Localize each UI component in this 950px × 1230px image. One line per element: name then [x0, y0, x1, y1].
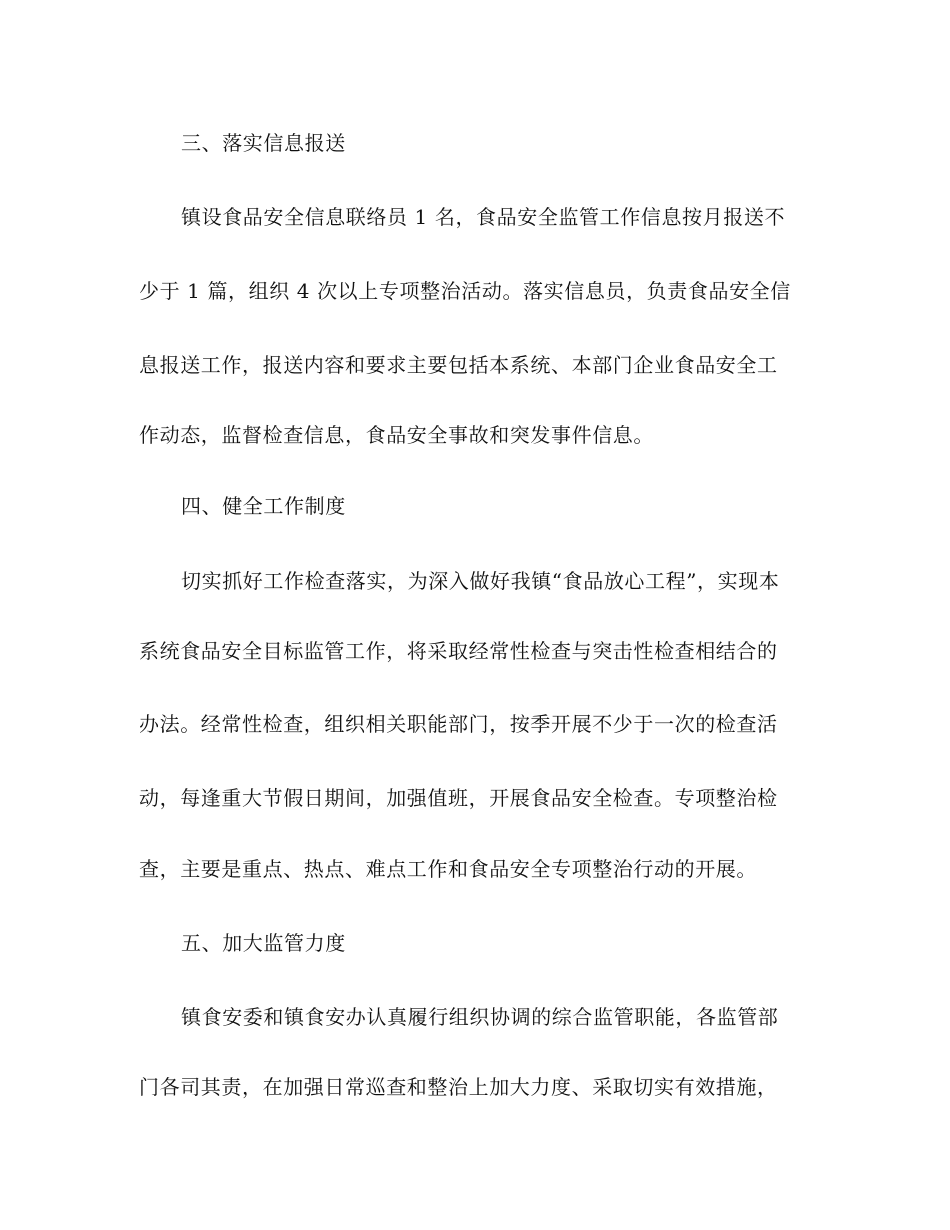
- section-heading: 三、落实信息报送: [181, 131, 346, 155]
- paragraph-line: 息报送工作，报送内容和要求主要包括本系统、本部门企业食品安全工: [139, 353, 778, 377]
- paragraph-line: 少于 1 篇，组织 4 次以上专项整治活动。落实信息员，负责食品安全信: [139, 279, 791, 303]
- paragraph-line: 门各司其责，在加强日常巡查和整治上加大力度、采取切实有效措施，: [139, 1075, 778, 1099]
- paragraph-line: 系统食品安全目标监管工作，将采取经常性检查与突击性检查相结合的: [139, 639, 778, 663]
- paragraph-line: 办法。经常性检查，组织相关职能部门，按季开展不少于一次的检查活: [139, 712, 778, 736]
- paragraph-line: 动，每逢重大节假日期间，加强值班，开展食品安全检查。专项整治检: [139, 786, 778, 810]
- paragraph-line: 切实抓好工作检查落实，为深入做好我镇“食品放心工程”，实现本: [181, 569, 780, 593]
- section-heading: 五、加大监管力度: [181, 931, 346, 955]
- section-heading: 四、健全工作制度: [181, 494, 346, 518]
- paragraph-line: 镇设食品安全信息联络员 1 名，食品安全监管工作信息按月报送不: [181, 205, 786, 229]
- paragraph-line: 查，主要是重点、热点、难点工作和食品安全专项整治行动的开展。: [139, 857, 757, 881]
- paragraph-line: 作动态，监督检查信息，食品安全事故和突发事件信息。: [139, 423, 654, 447]
- paragraph-line: 镇食安委和镇食安办认真履行组织协调的综合监管职能，各监管部: [181, 1005, 779, 1029]
